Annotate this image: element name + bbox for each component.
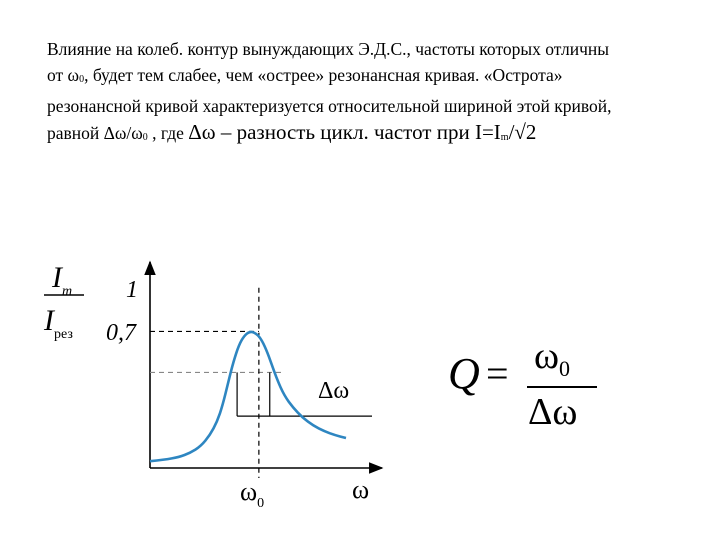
width-label: Δω: [318, 378, 350, 404]
line4-subscript: 0: [142, 132, 148, 143]
y-label-numerator: $I_m$: [52, 261, 73, 299]
x-axis-label: ω: [352, 475, 370, 504]
line4-text-c: Δω – разность цикл. частот при I=I: [188, 120, 501, 144]
formula-numerator: [534, 334, 571, 381]
formula-equals: =: [486, 351, 509, 396]
formula-numerator-sub: 0: [559, 356, 571, 381]
tick-label-0-7: 0,7: [106, 320, 136, 346]
formula-denominator: Δω: [528, 391, 578, 433]
line2-subscript: 0: [79, 74, 85, 85]
formula-q: Q: [448, 349, 480, 398]
resonance-curve: [150, 332, 346, 461]
formula-fraction-bar: [527, 386, 597, 388]
line2-text-a: от ω: [47, 65, 80, 85]
line2-text-b: , будет тем слабее, чем «острее» резонансная кривая. «Острота»: [84, 65, 563, 85]
y-label-denominator: $I_{рез}$: [44, 304, 73, 342]
line4-subscript-m: m: [500, 132, 509, 143]
tick-label-1: 1: [126, 277, 138, 303]
line3-text: резонансной кривой характеризуется относительной шириной этой кривой,: [47, 96, 612, 116]
line4-text-a: равной Δω/ω: [47, 123, 143, 143]
q-factor-formula: [448, 335, 598, 442]
resonance-label: $\omega_0$: [240, 477, 265, 511]
line4-text-b: , где: [147, 123, 184, 143]
line4-text-d: /√2: [508, 120, 537, 144]
formula-numerator-omega: ω: [534, 335, 560, 377]
line1-text: Влияние на колеб. контур вынуждающих Э.Д.С., частоты которых отличны: [47, 39, 609, 59]
